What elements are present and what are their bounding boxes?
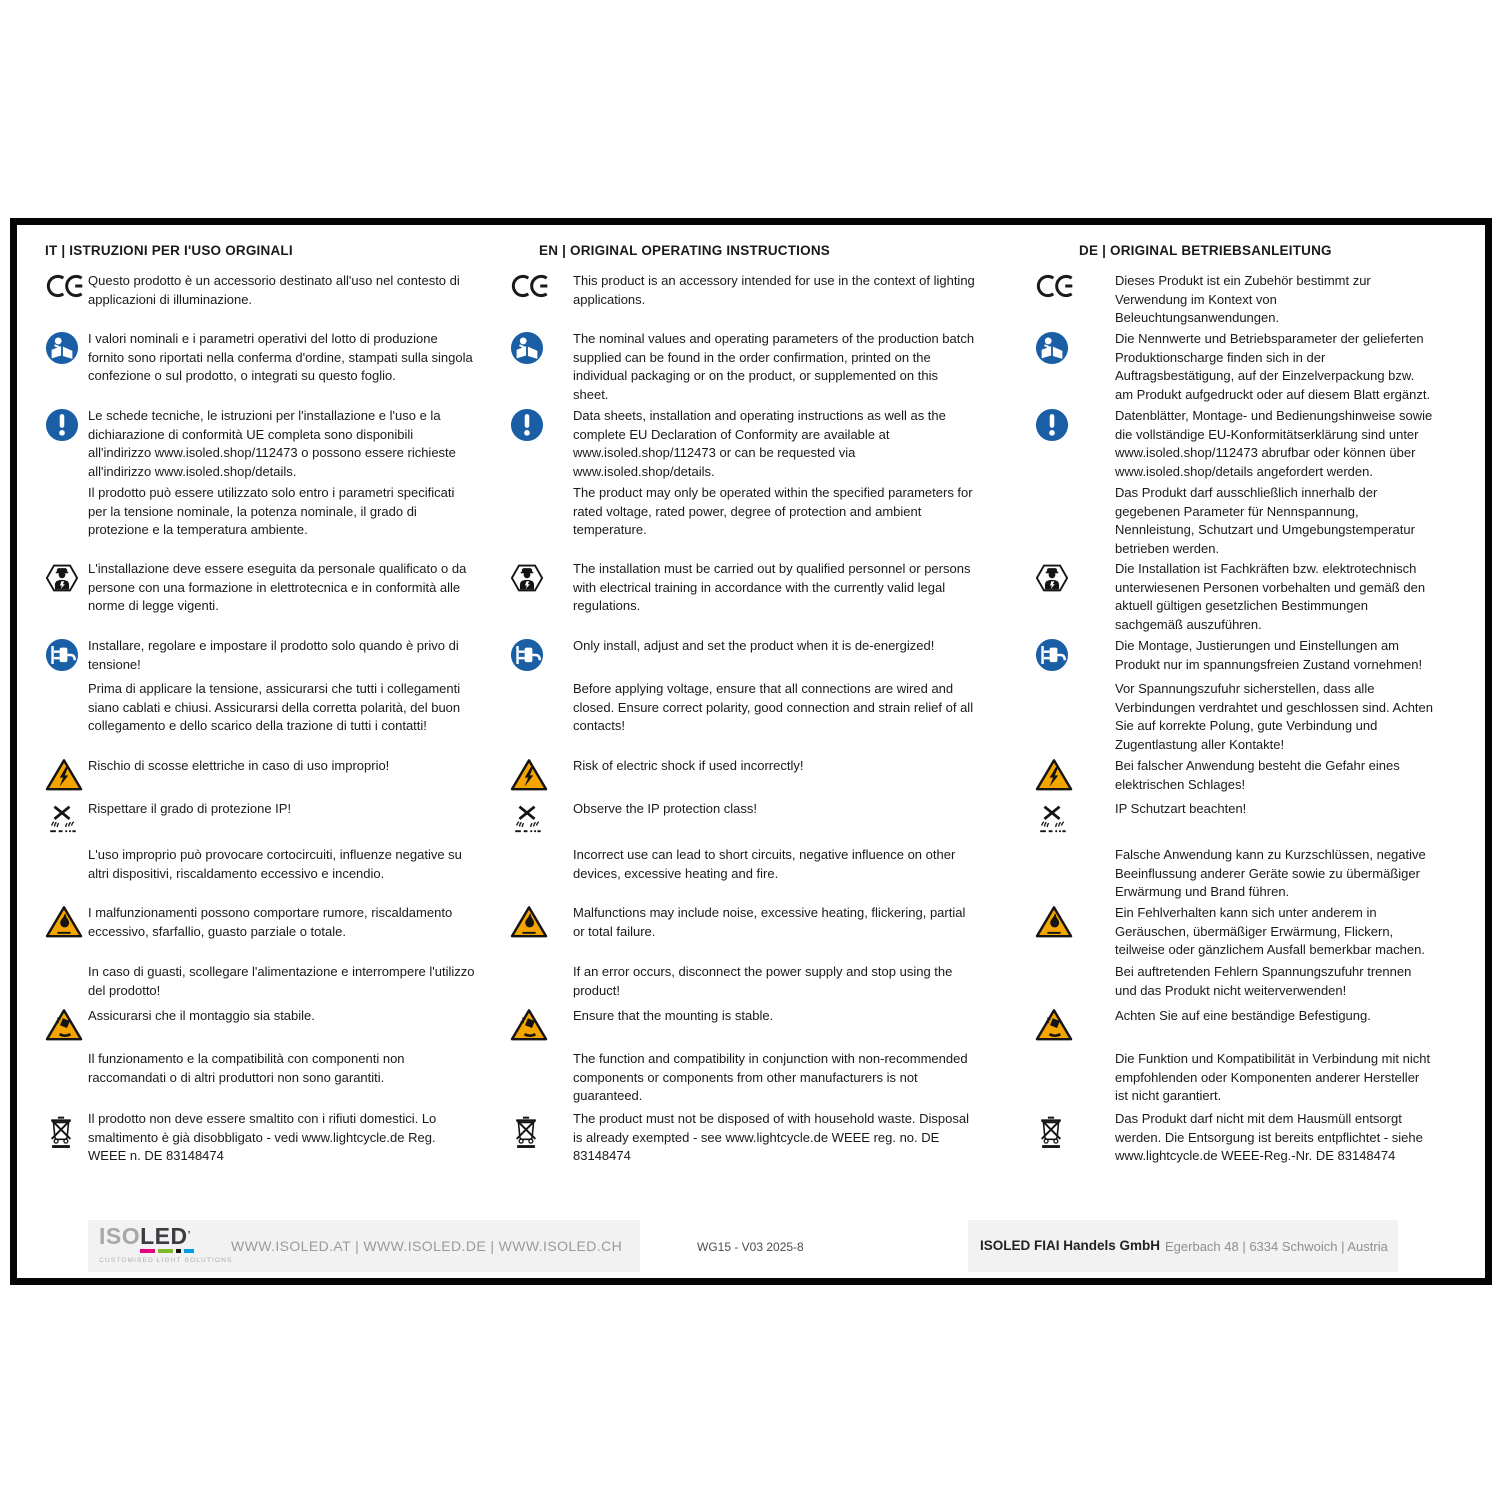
isoled-logo — [99, 1223, 233, 1264]
icon-spacer — [1035, 484, 1115, 485]
instruction-row — [45, 560, 475, 637]
instruction-text: Only install, adjust and set the product when it is de-energized! — [573, 638, 935, 653]
instruction-row — [510, 846, 975, 904]
column-german — [1035, 243, 1435, 1190]
fire-warning-icon — [45, 904, 88, 939]
instruction-row — [510, 637, 975, 680]
instruction-row — [45, 484, 475, 560]
isoled-logo-bars — [140, 1248, 229, 1253]
icon-spacer — [45, 846, 88, 847]
icon-spacer — [510, 484, 573, 485]
instruction-text: If an error occurs, disconnect the power supply and stop using the product! — [573, 964, 953, 998]
instruction-text: Achten Sie auf eine beständige Befestigung. — [1115, 1008, 1371, 1023]
icon-spacer — [510, 963, 573, 964]
instruction-row — [510, 1110, 975, 1190]
instruction-row — [45, 800, 475, 846]
electrician-icon — [1035, 560, 1115, 595]
instruction-row — [510, 680, 975, 757]
instruction-text: The installation must be carried out by qualified personnel or persons with electrical training in accordance with the currently valid legal regulations. — [573, 561, 971, 613]
instruction-row — [510, 757, 975, 800]
icon-spacer — [510, 1050, 573, 1051]
ip-protection-icon — [510, 800, 573, 835]
instruction-row — [1035, 560, 1435, 637]
instruction-text: Risk of electric shock if used incorrectly! — [573, 758, 804, 773]
instruction-text: Incorrect use can lead to short circuits, negative influence on other devices, excessive heating and fire. — [573, 847, 956, 881]
instruction-text: Le schede tecniche, le istruzioni per l'installazione e l'uso e la dichiarazione di conformità UE completa sono disponibili all'indirizzo www.isoled.shop/112473 o possono essere richieste all'indirizzo www.isoled.shop/details. — [88, 408, 456, 479]
instruction-text: Das Produkt darf ausschließlich innerhalb der gegebenen Parameter für Nennspannung, Nennleistung, Schutzart und Umgebungstemperatur betrieben werden. — [1115, 485, 1415, 556]
footer — [17, 1218, 1485, 1278]
instruction-row — [45, 1007, 475, 1050]
icon-spacer — [45, 680, 88, 681]
instruction-row — [45, 407, 475, 484]
instruction-text: Das Produkt darf nicht mit dem Hausmüll entsorgt werden. Die Entsorgung ist bereits entpflichtet - siehe www.lightcycle.de WEEE-Reg.-Nr. DE 83148474 — [1115, 1111, 1423, 1163]
weee-bin-icon — [510, 1110, 573, 1149]
instruction-row — [45, 637, 475, 680]
document-code: WG15 - V03 2025-8 — [697, 1240, 804, 1254]
sheet-border-frame — [10, 218, 1492, 1285]
icon-spacer — [1035, 1050, 1115, 1051]
footer-websites: WWW.ISOLED.AT | WWW.ISOLED.DE | WWW.ISOLED.CH — [231, 1238, 623, 1254]
instruction-row — [45, 272, 475, 330]
instruction-row — [510, 407, 975, 484]
instruction-row — [45, 1050, 475, 1110]
instruction-text: Il prodotto può essere utilizzato solo entro i parametri specificati per la tensione nominale, la potenza nominale, il grado di protezione e la temperatura ambiente. — [88, 485, 455, 537]
electric-shock-warning-icon — [1035, 757, 1115, 792]
instruction-row — [45, 904, 475, 963]
instruction-text: Die Installation ist Fachkräften bzw. elektrotechnisch unterwiesenen Personen vorbehalten und gemäß den aktuell gültigen gesetzlichen Bestimmungen sachgemäß auszuführen. — [1115, 561, 1426, 632]
instruction-text: Assicurarsi che il montaggio sia stabile. — [88, 1008, 315, 1023]
weee-bin-icon — [1035, 1110, 1115, 1149]
electrician-icon — [45, 560, 88, 595]
icon-spacer — [1035, 680, 1115, 681]
ce-mark-icon — [1035, 272, 1115, 299]
instruction-row — [1035, 904, 1435, 963]
mandatory-exclamation-icon — [1035, 407, 1115, 442]
isoled-logo-wordmark: ISOLED’ — [99, 1223, 191, 1249]
instruction-text: Before applying voltage, ensure that all connections are wired and closed. Ensure correct polarity, good connection and strain relief of all contacts! — [573, 681, 974, 733]
fire-warning-icon — [1035, 904, 1115, 939]
instruction-text: Il prodotto non deve essere smaltito con i rifiuti domestici. Lo smaltimento è già disobbligato - vedi www.lightcycle.de Reg. WEEE n. DE 83148474 — [88, 1111, 437, 1163]
stability-warning-icon — [45, 1007, 88, 1042]
instruction-text: Malfunctions may include noise, excessive heating, flickering, partial or total failure. — [573, 905, 966, 939]
icon-spacer — [1035, 846, 1115, 847]
column-english — [510, 243, 975, 1190]
instruction-text: Il funzionamento e la compatibilità con componenti non raccomandati o di altri produttori non sono garantiti. — [88, 1051, 405, 1085]
instruction-row — [1035, 800, 1435, 846]
column-header-de: DE | ORIGINAL BETRIEBSANLEITUNG — [1079, 243, 1332, 258]
stability-warning-icon — [510, 1007, 573, 1042]
disconnect-plug-icon — [510, 637, 573, 672]
instruction-row — [510, 963, 975, 1007]
icon-spacer — [1035, 963, 1115, 964]
instruction-text: Dieses Produkt ist ein Zubehör bestimmt zur Verwendung im Kontext von Beleuchtungsanwendungen. — [1115, 273, 1371, 325]
instruction-row — [510, 1007, 975, 1050]
instruction-text: The function and compatibility in conjunction with non-recommended components or components from other manufacturers is not guaranteed. — [573, 1051, 968, 1103]
read-manual-icon — [1035, 330, 1115, 365]
column-header-en: EN | ORIGINAL OPERATING INSTRUCTIONS — [539, 243, 830, 258]
weee-bin-icon — [45, 1110, 88, 1149]
column-header-it: IT | ISTRUZIONI PER I'USO ORGINALI — [45, 243, 293, 258]
instruction-text: Ensure that the mounting is stable. — [573, 1008, 774, 1023]
read-manual-icon — [510, 330, 573, 365]
instruction-row — [1035, 757, 1435, 800]
column-italian — [45, 243, 475, 1190]
isoled-logo-tagline: CUSTOMISED LIGHT SOLUTIONS — [99, 1257, 233, 1264]
instruction-row — [510, 560, 975, 637]
instruction-text: Datenblätter, Montage- und Bedienungshinweise sowie die vollständige EU-Konformitätserklärung sind unter www.isoled.shop/112473 abrufbar oder können über www.isoled.shop/details angefordert werden. — [1115, 408, 1433, 479]
instruction-row — [1035, 846, 1435, 904]
instruction-text: L'installazione deve essere eseguita da personale qualificato o da persone con una formazione in elettrotecnica e in conformità alle norme di legge vigenti. — [88, 561, 467, 613]
instruction-row — [1035, 1110, 1435, 1190]
instruction-text: I valori nominali e i parametri operativi del lotto di produzione fornito sono riportati nella conferma d'ordine, stampati sulla singola confezione o sul prodotto, o integrati su questo foglio. — [88, 331, 473, 383]
instruction-row — [1035, 484, 1435, 560]
ce-mark-icon — [45, 272, 88, 299]
instruction-row — [510, 484, 975, 560]
instruction-text: Prima di applicare la tensione, assicurarsi che tutti i collegamenti siano cablati e chiusi. Assicurarsi della corretta polarità, del buon collegamento e dello scarico della trazione di tutti i contatti! — [88, 681, 461, 733]
instruction-text: Vor Spannungszufuhr sicherstellen, dass alle Verbindungen verdrahtet und geschlossen sind. Achten Sie auf korrekte Polung, gute Verbindung und Zugentlastung aller Kontakte! — [1115, 681, 1434, 752]
instruction-row — [1035, 407, 1435, 484]
instruction-text: This product is an accessory intended for use in the context of lighting applications. — [573, 273, 975, 307]
icon-spacer — [45, 484, 88, 485]
electric-shock-warning-icon — [45, 757, 88, 792]
instruction-text: Bei auftretenden Fehlern Spannungszufuhr trennen und das Produkt nicht weiterverwenden! — [1115, 964, 1412, 998]
instruction-row — [45, 1110, 475, 1190]
instruction-row — [1035, 1050, 1435, 1110]
instruction-row — [45, 757, 475, 800]
company-address: Egerbach 48 | 6334 Schwoich | Austria — [1165, 1239, 1388, 1254]
instruction-text: Installare, regolare e impostare il prodotto solo quando è privo di tensione! — [88, 638, 459, 672]
instruction-row — [510, 1050, 975, 1110]
instruction-row — [510, 800, 975, 846]
instruction-text: Die Funktion und Kompatibilität in Verbindung mit nicht empfohlenden oder Komponenten anderer Hersteller ist nicht garantiert. — [1115, 1051, 1431, 1103]
instruction-text: Observe the IP protection class! — [573, 801, 758, 816]
instruction-row — [45, 330, 475, 407]
instruction-row — [45, 846, 475, 904]
disconnect-plug-icon — [45, 637, 88, 672]
instruction-row — [510, 904, 975, 963]
instruction-row — [1035, 272, 1435, 330]
instruction-text: Die Montage, Justierungen und Einstellungen am Produkt nur im spannungsfreien Zustand vornehmen! — [1115, 638, 1423, 672]
icon-spacer — [510, 846, 573, 847]
instruction-text: In caso di guasti, scollegare l'alimentazione e interrompere l'utilizzo del prodotto! — [88, 964, 475, 998]
instruction-row — [510, 272, 975, 330]
company-name: ISOLED FIAI Handels GmbH — [980, 1238, 1161, 1253]
instruction-text: Die Nennwerte und Betriebsparameter der gelieferten Produktionscharge finden sich in der Auftragsbestätigung, auf der Einzelverpackung bzw. am Produkt aufgedruckt oder auf diesem Blatt ergänzt. — [1115, 331, 1431, 402]
instruction-text: IP Schutzart beachten! — [1115, 801, 1247, 816]
ip-protection-icon — [45, 800, 88, 835]
instruction-text: Data sheets, installation and operating instructions as well as the complete EU Declaration of Conformity are available at www.isoled.shop/112473 or can be requested via www.isoled.shop/details. — [573, 408, 946, 479]
instruction-text: Bei falscher Anwendung besteht die Gefahr eines elektrischen Schlages! — [1115, 758, 1400, 792]
stability-warning-icon — [1035, 1007, 1115, 1042]
instruction-row — [1035, 330, 1435, 407]
instruction-row — [1035, 1007, 1435, 1050]
instruction-text: The nominal values and operating parameters of the production batch supplied can be found in the order confirmation, printed on the individual packaging or on the product, or supplemented on this sheet. — [573, 331, 975, 402]
instruction-row — [45, 680, 475, 757]
instruction-text: Falsche Anwendung kann zu Kurzschlüssen, negative Beeinflussung anderer Geräte sowie zu übermäßiger Erwärmung und Brand führen. — [1115, 847, 1426, 899]
electric-shock-warning-icon — [510, 757, 573, 792]
instruction-row — [510, 330, 975, 407]
icon-spacer — [45, 1050, 88, 1051]
instruction-text: The product may only be operated within the specified parameters for rated voltage, rated power, degree of protection and ambient temperature. — [573, 485, 973, 537]
instruction-row — [45, 963, 475, 1007]
instruction-row — [1035, 963, 1435, 1007]
instruction-text: Ein Fehlverhalten kann sich unter anderem in Geräuschen, übermäßiger Erwärmung, Flickern, teilweise oder gänzlichem Ausfall bemerkbar machen. — [1115, 905, 1425, 957]
ip-protection-icon — [1035, 800, 1115, 835]
icon-spacer — [510, 680, 573, 681]
instruction-text: Questo prodotto è un accessorio destinato all'uso nel contesto di applicazioni di illuminazione. — [88, 273, 460, 307]
icon-spacer — [45, 963, 88, 964]
instruction-text: L'uso improprio può provocare cortocircuiti, influenze negative su altri dispositivi, riscaldamento eccessivo e incendio. — [88, 847, 462, 881]
mandatory-exclamation-icon — [45, 407, 88, 442]
instruction-text: Rischio di scosse elettriche in caso di uso improprio! — [88, 758, 390, 773]
read-manual-icon — [45, 330, 88, 365]
instruction-text: I malfunzionamenti possono comportare rumore, riscaldamento eccessivo, sfarfallio, guasto parziale o totale. — [88, 905, 453, 939]
electrician-icon — [510, 560, 573, 595]
instruction-text: The product must not be disposed of with household waste. Disposal is already exempted - see www.lightcycle.de WEEE reg. no. DE 83148474 — [573, 1111, 970, 1163]
instruction-row — [1035, 637, 1435, 680]
instruction-text: Rispettare il grado di protezione IP! — [88, 801, 292, 816]
mandatory-exclamation-icon — [510, 407, 573, 442]
fire-warning-icon — [510, 904, 573, 939]
instruction-row — [1035, 680, 1435, 757]
disconnect-plug-icon — [1035, 637, 1115, 672]
ce-mark-icon — [510, 272, 573, 299]
